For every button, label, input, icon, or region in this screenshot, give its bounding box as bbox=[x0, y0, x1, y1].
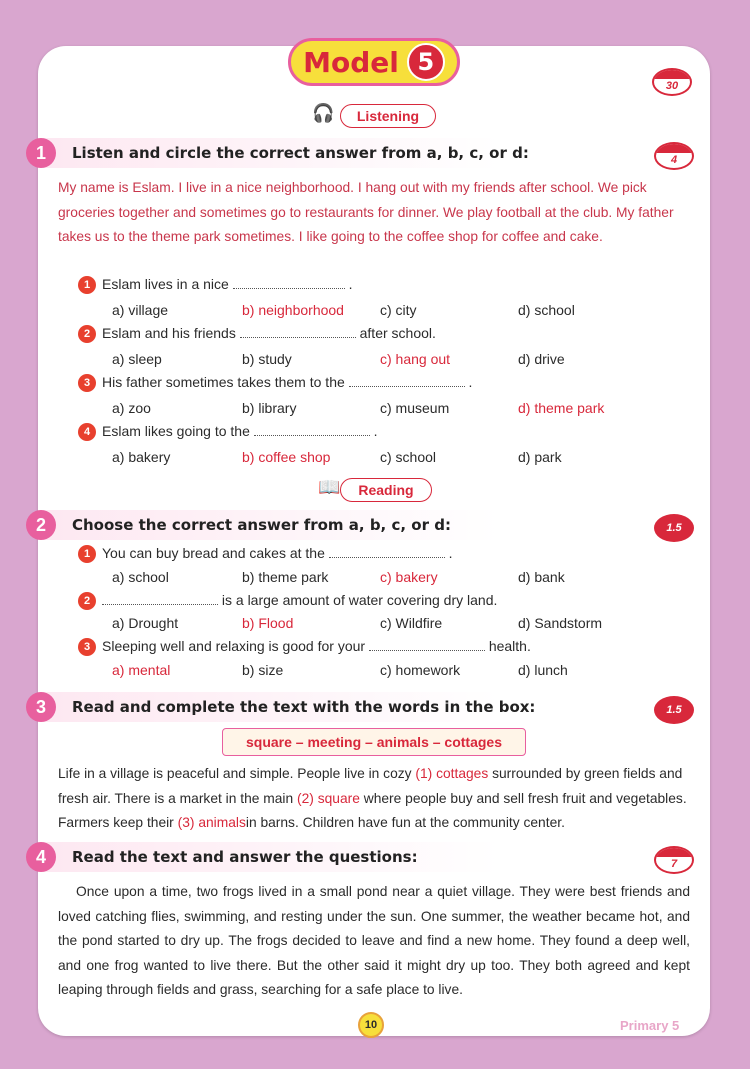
option: c) Wildfire bbox=[380, 615, 443, 631]
option: c) city bbox=[380, 302, 417, 318]
option-answer: c) hang out bbox=[380, 351, 451, 367]
section-3-number: 3 bbox=[26, 692, 56, 722]
section-1-instruction: Listen and circle the correct answer from a, b, c, or d: bbox=[72, 144, 529, 162]
level-label: Primary 5 bbox=[620, 1018, 680, 1033]
section-2-instruction: Choose the correct answer from a, b, c, or d: bbox=[72, 516, 451, 534]
q-number: 4 bbox=[78, 423, 96, 441]
listening-q1 bbox=[78, 276, 353, 294]
option-answer: a) mental bbox=[112, 662, 171, 678]
section-1-score bbox=[654, 142, 694, 170]
option: c) school bbox=[380, 449, 437, 465]
answer-1: (1) cottages bbox=[415, 766, 489, 781]
q-text-after: health. bbox=[488, 638, 531, 654]
blank bbox=[240, 327, 356, 338]
section-3-score bbox=[654, 696, 694, 724]
q-text: Eslam lives in a nice bbox=[102, 276, 229, 292]
option: d) park bbox=[518, 449, 562, 465]
option: b) study bbox=[242, 351, 292, 367]
option-answer: b) coffee shop bbox=[242, 449, 331, 465]
completion-passage bbox=[58, 762, 690, 836]
reading-q1 bbox=[78, 545, 453, 563]
option-answer: d) theme park bbox=[518, 400, 605, 416]
listening-passage: My name is Eslam. I live in a nice neighborhood. I hang out with my friends after school. We pick groceries together and sometimes go to restaurants for dinner. We play football at the club. My father takes us to the theme park sometimes. I like going to the coffee shop for coffee and cake. bbox=[58, 180, 674, 244]
q-text: Sleeping well and relaxing is good for your bbox=[102, 638, 366, 654]
option-answer: c) bakery bbox=[380, 569, 438, 585]
option: b) size bbox=[242, 662, 284, 678]
section-2-header bbox=[30, 510, 700, 540]
q-number: 2 bbox=[78, 592, 96, 610]
q-text-after: . bbox=[448, 545, 453, 561]
option: a) Drought bbox=[112, 615, 179, 631]
q-text: Eslam and his friends bbox=[102, 325, 236, 341]
total-score-badge bbox=[652, 68, 692, 96]
q-number: 3 bbox=[78, 374, 96, 392]
passage-text: surrounded by green fields and fresh air. There is a market in the main bbox=[58, 766, 683, 806]
blank bbox=[349, 376, 465, 387]
section-2-score-value: 1.5 bbox=[666, 522, 682, 534]
option: d) bank bbox=[518, 569, 565, 585]
blank bbox=[102, 594, 218, 605]
option: a) village bbox=[112, 302, 169, 318]
passage-text: Life in a village is peaceful and simple. People live in cozy bbox=[58, 766, 412, 781]
q-text-after: . bbox=[468, 374, 473, 390]
option: a) school bbox=[112, 569, 169, 585]
section-1-number: 1 bbox=[26, 138, 56, 168]
headphones-icon: 🎧 bbox=[312, 103, 335, 123]
section-3-score-value: 1.5 bbox=[666, 704, 682, 716]
option: d) drive bbox=[518, 351, 565, 367]
listening-q2 bbox=[78, 325, 436, 343]
q-number: 1 bbox=[78, 276, 96, 294]
q-number: 1 bbox=[78, 545, 96, 563]
q-number: 2 bbox=[78, 325, 96, 343]
q-text-after: after school. bbox=[359, 325, 436, 341]
q-text-after: is a large amount of water covering dry land. bbox=[221, 592, 498, 608]
page-number: 10 bbox=[358, 1012, 384, 1038]
section-4-score bbox=[654, 846, 694, 874]
option: a) zoo bbox=[112, 400, 151, 416]
option: d) school bbox=[518, 302, 575, 318]
option: a) bakery bbox=[112, 449, 171, 465]
word-box: square – meeting – animals – cottages bbox=[222, 728, 526, 756]
q-text: Eslam likes going to the bbox=[102, 423, 250, 439]
option: d) Sandstorm bbox=[518, 615, 603, 631]
option: d) lunch bbox=[518, 662, 568, 678]
passage-text: in barns. Children have fun at the community center. bbox=[245, 815, 565, 830]
section-3-header bbox=[30, 692, 700, 722]
option: b) theme park bbox=[242, 569, 329, 585]
blank bbox=[329, 547, 445, 558]
option-answer: b) Flood bbox=[242, 615, 294, 631]
blank bbox=[369, 640, 485, 651]
model-number: 5 bbox=[407, 43, 445, 81]
section-4-number: 4 bbox=[26, 842, 56, 872]
q-text: His father sometimes takes them to the bbox=[102, 374, 345, 390]
blank bbox=[254, 425, 370, 436]
section-1-score-value: 4 bbox=[670, 154, 678, 166]
section-4-instruction: Read the text and answer the questions: bbox=[72, 848, 418, 866]
option: a) sleep bbox=[112, 351, 162, 367]
option: c) homework bbox=[380, 662, 461, 678]
model-title-badge bbox=[288, 38, 460, 86]
q-number: 3 bbox=[78, 638, 96, 656]
option: c) museum bbox=[380, 400, 450, 416]
reading-q2 bbox=[78, 592, 497, 610]
listening-q4 bbox=[78, 423, 378, 441]
blank bbox=[233, 278, 345, 289]
book-icon: 📖 bbox=[318, 477, 341, 497]
answer-2: (2) square bbox=[297, 790, 360, 806]
passage-text: where people buy and sell fresh fruit and vegetables. Farmers keep their bbox=[58, 790, 687, 830]
q-text-after: . bbox=[373, 423, 378, 439]
listening-pill: Listening bbox=[340, 104, 436, 128]
section-4-score-value: 7 bbox=[670, 858, 678, 870]
section-3-instruction: Read and complete the text with the words in the box: bbox=[72, 698, 536, 716]
q-text-after: . bbox=[348, 276, 353, 292]
model-label: Model bbox=[303, 45, 399, 79]
reading-q3 bbox=[78, 638, 531, 656]
section-4-header bbox=[30, 842, 700, 872]
section-1-header bbox=[30, 138, 700, 168]
option: b) library bbox=[242, 400, 297, 416]
section-2-score bbox=[654, 514, 694, 542]
frogs-passage: Once upon a time, two frogs lived in a small pond near a quiet village. They were best friends and loved catching flies, swimming, and resting under the sun. One summer, the weather became hot, and the pond started to dry up. The frogs decided to leave and find a new home. They found a deep well, and one frog wanted to live there. But the other said it might dry up too. They both agreed and kept leaping through fields and grass, searching for a safe place to live. bbox=[58, 884, 690, 997]
total-score: 30 bbox=[665, 80, 679, 92]
option-answer: b) neighborhood bbox=[242, 302, 344, 318]
listening-q3 bbox=[78, 374, 472, 392]
answer-3: (3) animals bbox=[177, 815, 246, 830]
reading-pill: Reading bbox=[340, 478, 432, 502]
q-text: You can buy bread and cakes at the bbox=[102, 545, 325, 561]
section-2-number: 2 bbox=[26, 510, 56, 540]
